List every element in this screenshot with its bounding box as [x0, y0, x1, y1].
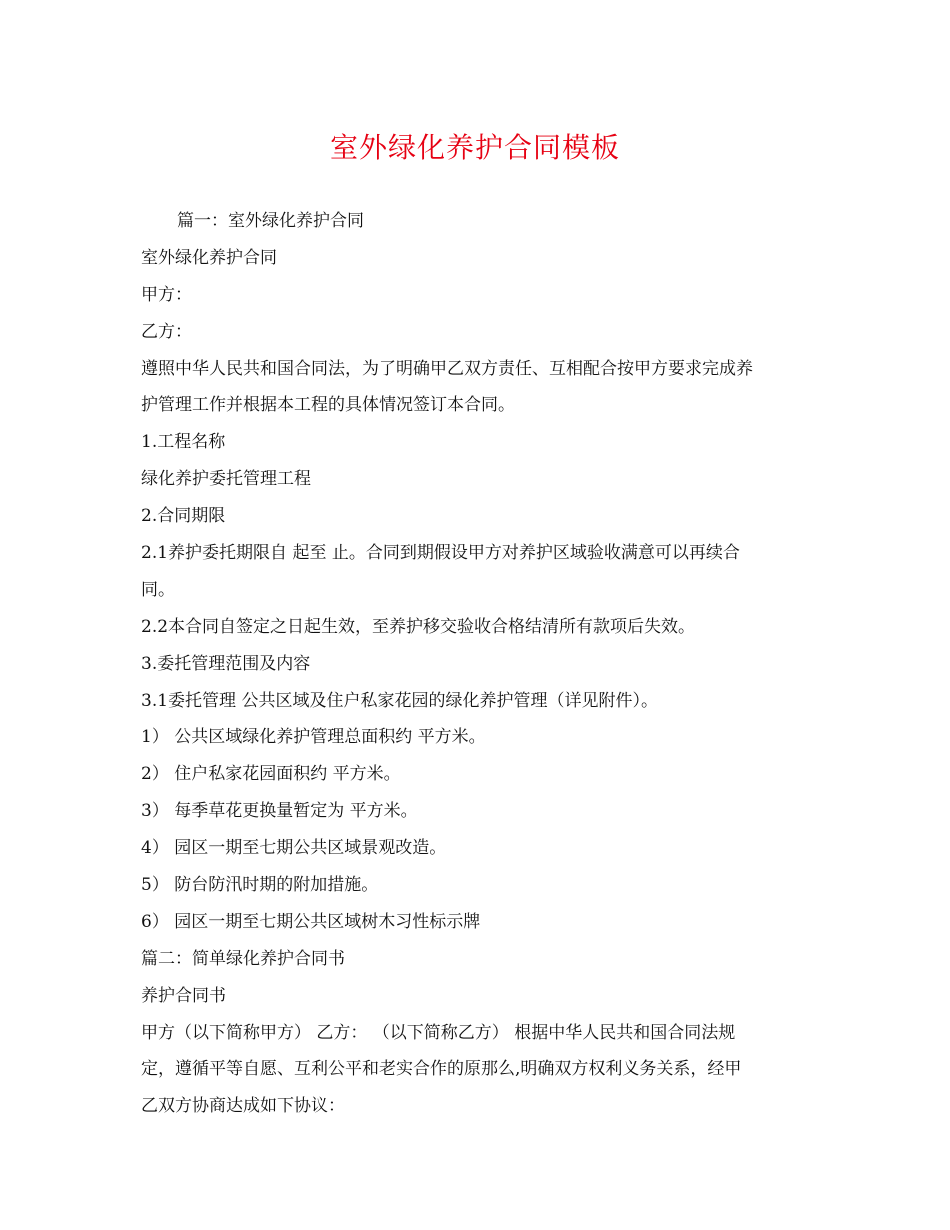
- list-item: 6） 园区一期至七期公共区域树木习性标示牌: [141, 911, 481, 932]
- paragraph-line: 定，遵循平等自愿、互利公平和老实合作的原那么,明确双方权利义务关系，经甲: [141, 1059, 742, 1080]
- document-body: [141, 203, 841, 1125]
- list-item: 5） 防台防汛时期的附加措施。: [141, 875, 379, 896]
- paragraph-line: 2.合同期限: [141, 506, 226, 527]
- paragraph-line: 甲方（以下简称甲方） 乙方： （以下简称乙方） 根据中华人民共和国合同法规: [141, 1022, 736, 1043]
- paragraph-line: 绿化养护委托管理工程: [141, 469, 311, 490]
- paragraph-line: 乙双方协商达成如下协议：: [141, 1096, 345, 1117]
- document-title: 室外绿化养护合同模板: [329, 131, 620, 164]
- paragraph-line: 1.工程名称: [141, 432, 226, 453]
- paragraph-line: 2.2本合同自签定之日起生效，至养护移交验收合格结清所有款项后失效。: [141, 616, 696, 637]
- paragraph-line: 室外绿化养护合同: [141, 247, 277, 268]
- paragraph-line: 3.1委托管理 公共区域及住户私家花园的绿化养护管理（详见附件）。: [141, 690, 658, 711]
- paragraph-line: 乙方：: [141, 321, 192, 342]
- paragraph-line: 3.委托管理范围及内容: [141, 653, 311, 674]
- paragraph-line: 遵照中华人民共和国合同法，为了明确甲乙双方责任、互相配合按甲方要求完成养: [141, 358, 753, 379]
- list-item: 2） 住户私家花园面积约 平方米。: [141, 764, 401, 785]
- paragraph-line: 养护合同书: [141, 985, 226, 1006]
- list-item: 1） 公共区域绿化养护管理总面积约 平方米。: [141, 727, 486, 748]
- section-heading: 篇一：室外绿化养护合同: [177, 211, 364, 231]
- paragraph-line: 甲方：: [141, 284, 192, 305]
- paragraph-line: 护管理工作并根据本工程的具体情况签订本合同。: [141, 395, 515, 416]
- list-item: 4） 园区一期至七期公共区域景观改造。: [141, 838, 447, 859]
- list-item: 3） 每季草花更换量暂定为 平方米。: [141, 801, 418, 822]
- paragraph-line: 2.1养护委托期限自 起至 止。合同到期假设甲方对养护区域验收满意可以再续合: [141, 543, 740, 564]
- section-heading: 篇二：简单绿化养护合同书: [141, 948, 345, 969]
- paragraph-line: 同。: [141, 579, 175, 600]
